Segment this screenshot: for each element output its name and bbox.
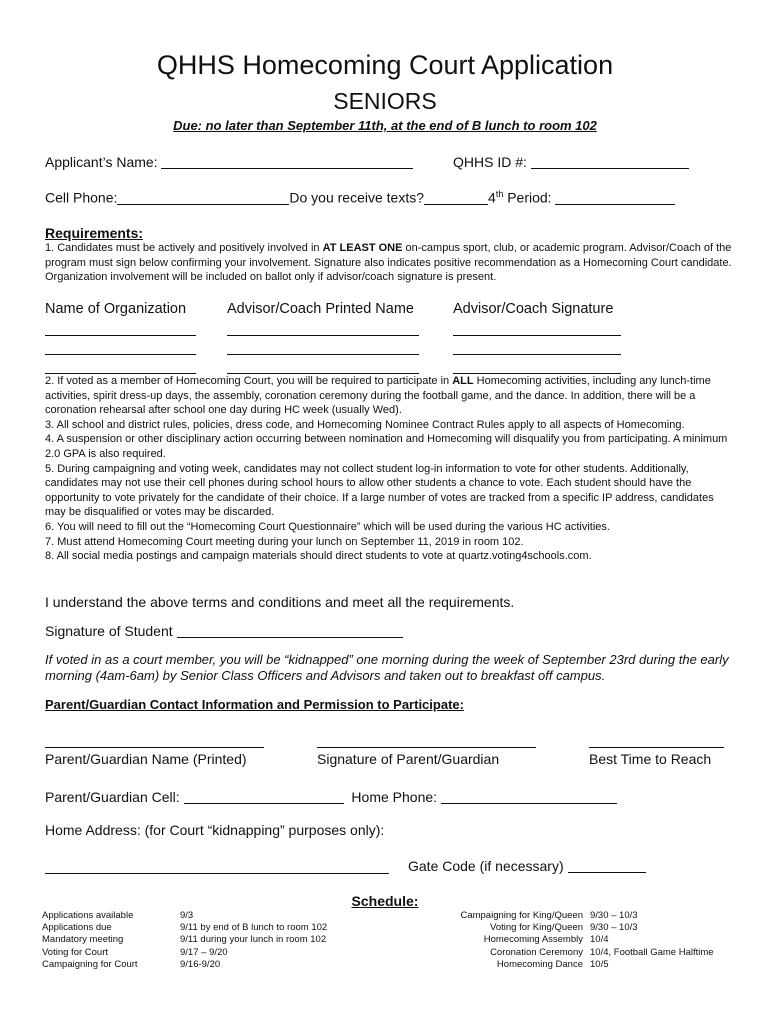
requirement-6: 6. You will need to fill out the “Homecoming Court Questionnaire” which will be used during the various HC activities. [45,520,610,533]
requirement-1-text: 1. Candidates must be actively and positively involved in [45,242,323,254]
schedule-event: Applications available [42,910,134,921]
requirement-2-text: 2. If voted as a member of Homecoming Court, you will be required to participate in [45,375,453,387]
org-name-line-2[interactable] [45,354,196,355]
schedule-event: Voting for Court [42,946,109,958]
requirement-7: 7. Must attend Homecoming Court meeting during your lunch on September 11, 2019 in room 102. [45,535,524,548]
parent-section-heading: Parent/Guardian Contact Information and Permission to Participate: [45,697,464,712]
parent-signature-line[interactable] [317,747,536,748]
requirement-1 [45,241,735,285]
schedule-left-events [42,910,138,971]
period-label: Period: [503,189,552,206]
qhhs-id-field[interactable] [531,154,689,169]
schedule-event: Voting for King/Queen [490,922,583,934]
best-time-line[interactable] [589,747,724,748]
best-time-label: Best Time to Reach [589,751,712,767]
qhhs-id-label: QHHS ID #: [453,154,527,170]
gate-code-row [408,858,646,874]
schedule-event: Applications due [42,922,112,934]
requirement-2 [45,374,735,418]
advisor-signature-column-header: Advisor/Coach Signature [453,301,614,317]
applicant-name-row [45,154,413,170]
schedule-date: 9/16-9/20 [180,958,221,970]
home-address-line[interactable] [45,873,389,874]
advisor-name-column-header: Advisor/Coach Printed Name [227,301,414,317]
gate-code-label: Gate Code (if necessary) [408,858,564,874]
period-suffix: th [495,189,504,199]
student-signature-row [45,623,403,639]
cell-phone-row [45,189,675,206]
advisor-signature-line-2[interactable] [453,354,621,355]
schedule-event: Campaigning for King/Queen [460,910,583,921]
advisor-name-line-2[interactable] [227,354,419,355]
texts-field[interactable] [424,190,488,205]
schedule-date: 9/3 [180,910,194,921]
schedule-date: 9/30 – 10/3 [590,910,638,921]
requirement-1-text-cont: on-campus sport, club, or academic program. Advisor/Coach of the program must sign below confirming your involvement. Signature also indicates positive recommendation as a Homecoming Court candidate. Organization involvement will be included on ballot only if advisor/coach signature is present. [45,242,732,284]
schedule-date: 9/17 – 9/20 [180,946,228,958]
page-subtitle: SENIORS [333,88,437,114]
schedule-event: Homecoming Dance [496,958,583,970]
schedule-event: Coronation Ceremony [490,946,583,958]
parent-cell-field[interactable] [184,789,344,804]
fourth-period-field[interactable] [555,190,675,205]
home-phone-label: Home Phone: [351,789,438,805]
requirement-2-text-cont: Homecoming activities, including any lunch-time activities, spirit dress-up days, the assembly, coronation ceremony during the football game, and the dance. In addition, there will be a coronation rehearsal after school one day during HC week (usually Wed). [45,375,711,417]
schedule-event: Homecoming Assembly [483,934,583,946]
schedule-date: 9/11 during your lunch in room 102 [180,934,327,946]
parent-phone-row [45,789,617,805]
applicant-name-label: Applicant’s Name: [45,154,158,170]
advisor-signature-line-1[interactable] [453,335,621,336]
cell-phone-label: Cell Phone: [45,189,118,206]
applicant-name-field[interactable] [161,154,413,169]
due-date-notice: Due: no later than September 11th, at the end of B lunch to room 102 [173,118,597,133]
schedule-heading: Schedule: [351,893,419,909]
schedule-event: Campaigning for Court [42,958,138,970]
parent-signature-label: Signature of Parent/Guardian [317,751,500,767]
student-signature-field[interactable] [177,623,403,638]
schedule-right-dates [590,910,714,971]
requirement-2-emphasis: ALL [452,375,474,387]
requirement-4: 4. A suspension or other disciplinary action occurring between nomination and Homecoming will disqualify you from participating. A minimum 2.0 GPA is also required. [45,433,728,460]
qhhs-id-row [453,154,689,170]
parent-name-label: Parent/Guardian Name (Printed) [45,751,247,767]
cell-phone-field[interactable] [117,190,289,205]
schedule-date: 9/11 by end of B lunch to room 102 [180,922,328,934]
org-name-column-header: Name of Organization [45,301,187,317]
requirement-8: 8. All social media postings and campaign materials should direct students to vote at quartz.voting4schools.com. [45,550,592,563]
parent-cell-label: Parent/Guardian Cell: [45,789,180,805]
schedule-left-dates [180,910,327,971]
schedule-date: 10/4, Football Game Halftime [590,946,714,958]
schedule-event: Mandatory meeting [42,934,124,946]
schedule-date: 9/30 – 10/3 [590,922,638,934]
period-number: 4 [488,189,496,206]
advisor-name-line-1[interactable] [227,335,419,336]
org-name-line-1[interactable] [45,335,196,336]
kidnap-note: If voted in as a court member, you will be “kidnapped” one morning during the week of September 23rd during the early morning (4am-6am) by Senior Class Officers and Advisors and taken out to breakfast off campus. [45,652,729,683]
requirements-list [45,374,735,564]
requirement-3: 3. All school and district rules, policies, dress code, and Homecoming Nominee Contract Rules apply to all aspects of Homecoming. [45,418,685,431]
requirement-5: 5. During campaigning and voting week, candidates may not collect student log-in information to vote for other students. Additionally, candidates may not use their cell phones during school hours to allow other students a chance to vote. Each student should have the opportunity to vote privately for the candidate of their choice. If a large number of votes are tracked from a specific IP address, candidates may be disqualified or votes may be discarded. [45,462,714,519]
gate-code-field[interactable] [568,858,646,873]
schedule-date: 10/4 [590,934,609,946]
page-title: QHHS Homecoming Court Application [156,50,614,80]
home-phone-field[interactable] [441,789,617,804]
schedule-right-events [440,910,583,971]
texts-label: Do you receive texts? [289,189,425,206]
schedule-date: 10/5 [590,958,609,970]
requirement-1-emphasis: AT LEAST ONE [322,242,403,254]
student-signature-label: Signature of Student [45,623,173,639]
requirements-heading: Requirements: [45,225,144,241]
home-address-label: Home Address: (for Court “kidnapping” purposes only): [45,822,385,838]
parent-name-line[interactable] [45,747,264,748]
agreement-statement: I understand the above terms and conditions and meet all the requirements. [45,594,515,610]
